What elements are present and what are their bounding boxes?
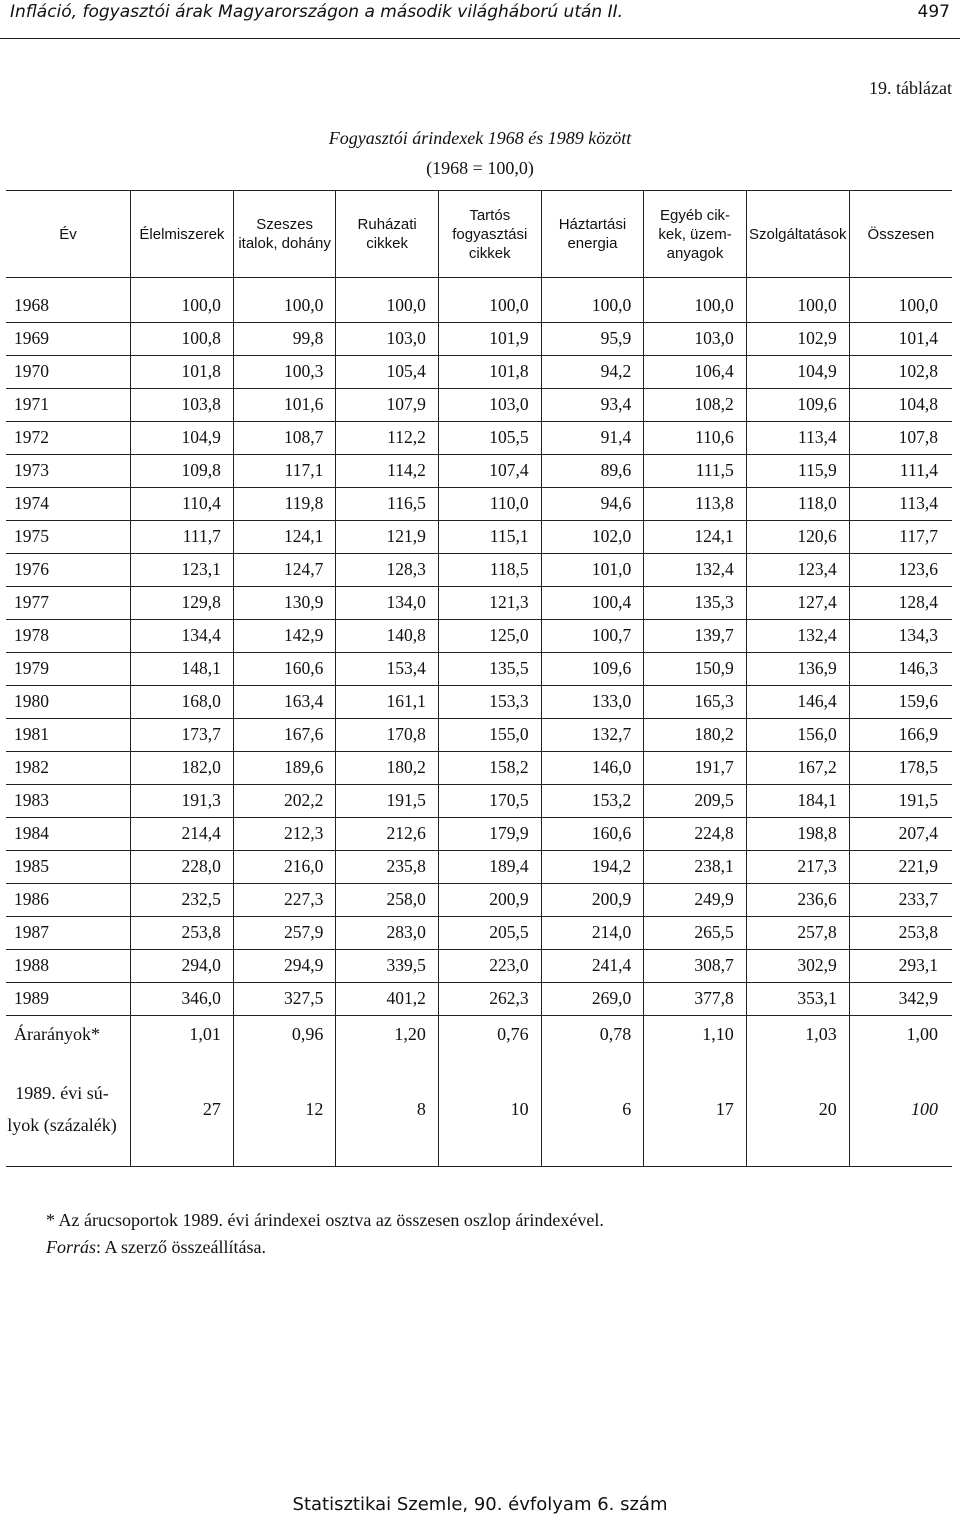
year-cell: 1983 bbox=[6, 785, 131, 818]
year-cell: 1981 bbox=[6, 719, 131, 752]
value-cell: 236,6 bbox=[746, 884, 849, 917]
value-cell: 93,4 bbox=[541, 389, 644, 422]
value-cell: 132,4 bbox=[746, 620, 849, 653]
table-row bbox=[6, 290, 952, 323]
table-label: 19. táblázat bbox=[869, 78, 952, 98]
value-cell: 166,9 bbox=[849, 719, 952, 752]
value-cell: 228,0 bbox=[131, 851, 234, 884]
year-cell: 1975 bbox=[6, 521, 131, 554]
value-cell: 100,8 bbox=[131, 323, 234, 356]
value-cell: 265,5 bbox=[644, 917, 747, 950]
year-cell: 1985 bbox=[6, 851, 131, 884]
value-cell: 221,9 bbox=[849, 851, 952, 884]
value-cell: 294,0 bbox=[131, 950, 234, 983]
value-cell: 134,4 bbox=[131, 620, 234, 653]
value-cell: 100,0 bbox=[849, 290, 952, 323]
value-cell: 104,8 bbox=[849, 389, 952, 422]
value-cell: 121,9 bbox=[336, 521, 439, 554]
value-cell: 158,2 bbox=[438, 752, 541, 785]
value-cell: 110,4 bbox=[131, 488, 234, 521]
value-cell: 401,2 bbox=[336, 983, 439, 1016]
column-header: Év bbox=[6, 191, 131, 278]
value-cell: 108,2 bbox=[644, 389, 747, 422]
value-cell: 249,9 bbox=[644, 884, 747, 917]
value-cell: 293,1 bbox=[849, 950, 952, 983]
table-row bbox=[6, 884, 952, 917]
value-cell: 107,9 bbox=[336, 389, 439, 422]
table-row bbox=[6, 719, 952, 752]
value-cell: 108,7 bbox=[233, 422, 336, 455]
ratio-label: Árarányok* bbox=[6, 1016, 131, 1053]
value-cell: 353,1 bbox=[746, 983, 849, 1016]
year-cell: 1968 bbox=[6, 290, 131, 323]
value-cell: 217,3 bbox=[746, 851, 849, 884]
value-cell: 103,0 bbox=[336, 323, 439, 356]
value-cell: 148,1 bbox=[131, 653, 234, 686]
value-cell: 146,4 bbox=[746, 686, 849, 719]
value-cell: 94,2 bbox=[541, 356, 644, 389]
year-cell: 1970 bbox=[6, 356, 131, 389]
value-cell: 113,4 bbox=[849, 488, 952, 521]
value-cell: 109,6 bbox=[746, 389, 849, 422]
value-cell: 100,0 bbox=[541, 290, 644, 323]
table-row bbox=[6, 785, 952, 818]
weight-cell: 27 bbox=[131, 1052, 234, 1167]
value-cell: 142,9 bbox=[233, 620, 336, 653]
value-cell: 327,5 bbox=[233, 983, 336, 1016]
value-cell: 156,0 bbox=[746, 719, 849, 752]
footnote: * Az árucsoportok 1989. évi árindexei osztva az összesen oszlop árindexével. bbox=[46, 1210, 604, 1230]
year-cell: 1978 bbox=[6, 620, 131, 653]
journal-footer: Statisztikai Szemle, 90. évfolyam 6. szám bbox=[292, 1494, 668, 1515]
value-cell: 179,9 bbox=[438, 818, 541, 851]
value-cell: 216,0 bbox=[233, 851, 336, 884]
price-index-table bbox=[6, 190, 952, 1167]
column-header: Szeszes italok, dohány bbox=[233, 191, 336, 278]
weight-cell: 10 bbox=[438, 1052, 541, 1167]
value-cell: 100,3 bbox=[233, 356, 336, 389]
ratio-cell: 0,96 bbox=[233, 1016, 336, 1053]
page-number: 497 bbox=[917, 2, 950, 22]
value-cell: 227,3 bbox=[233, 884, 336, 917]
value-cell: 100,4 bbox=[541, 587, 644, 620]
value-cell: 102,0 bbox=[541, 521, 644, 554]
value-cell: 100,0 bbox=[746, 290, 849, 323]
value-cell: 101,8 bbox=[438, 356, 541, 389]
weights-label-cell bbox=[6, 1052, 131, 1167]
value-cell: 101,6 bbox=[233, 389, 336, 422]
value-cell: 118,5 bbox=[438, 554, 541, 587]
value-cell: 153,3 bbox=[438, 686, 541, 719]
value-cell: 124,1 bbox=[233, 521, 336, 554]
column-header: Ruházati cikkek bbox=[336, 191, 439, 278]
table-row bbox=[6, 521, 952, 554]
value-cell: 94,6 bbox=[541, 488, 644, 521]
value-cell: 101,9 bbox=[438, 323, 541, 356]
year-cell: 1972 bbox=[6, 422, 131, 455]
source-text: : A szerző összeállítása. bbox=[96, 1237, 266, 1257]
value-cell: 191,3 bbox=[131, 785, 234, 818]
value-cell: 105,5 bbox=[438, 422, 541, 455]
table-row bbox=[6, 323, 952, 356]
value-cell: 102,8 bbox=[849, 356, 952, 389]
value-cell: 135,5 bbox=[438, 653, 541, 686]
value-cell: 100,0 bbox=[131, 290, 234, 323]
value-cell: 173,7 bbox=[131, 719, 234, 752]
value-cell: 117,7 bbox=[849, 521, 952, 554]
value-cell: 269,0 bbox=[541, 983, 644, 1016]
value-cell: 100,7 bbox=[541, 620, 644, 653]
value-cell: 109,8 bbox=[131, 455, 234, 488]
table-row bbox=[6, 851, 952, 884]
value-cell: 103,8 bbox=[131, 389, 234, 422]
header-row bbox=[6, 191, 952, 278]
value-cell: 262,3 bbox=[438, 983, 541, 1016]
value-cell: 194,2 bbox=[541, 851, 644, 884]
table-row bbox=[6, 356, 952, 389]
value-cell: 153,2 bbox=[541, 785, 644, 818]
value-cell: 180,2 bbox=[336, 752, 439, 785]
value-cell: 103,0 bbox=[438, 389, 541, 422]
column-header: Tartós fogyasztási cikkek bbox=[438, 191, 541, 278]
running-header bbox=[0, 0, 960, 39]
value-cell: 294,9 bbox=[233, 950, 336, 983]
ratio-cell: 1,03 bbox=[746, 1016, 849, 1053]
value-cell: 130,9 bbox=[233, 587, 336, 620]
value-cell: 198,8 bbox=[746, 818, 849, 851]
value-cell: 184,1 bbox=[746, 785, 849, 818]
value-cell: 112,2 bbox=[336, 422, 439, 455]
table-row bbox=[6, 587, 952, 620]
value-cell: 235,8 bbox=[336, 851, 439, 884]
value-cell: 102,9 bbox=[746, 323, 849, 356]
year-cell: 1980 bbox=[6, 686, 131, 719]
year-cell: 1973 bbox=[6, 455, 131, 488]
value-cell: 111,5 bbox=[644, 455, 747, 488]
value-cell: 180,2 bbox=[644, 719, 747, 752]
value-cell: 133,0 bbox=[541, 686, 644, 719]
table-row bbox=[6, 752, 952, 785]
source-note bbox=[46, 1234, 604, 1261]
value-cell: 214,4 bbox=[131, 818, 234, 851]
ratio-row bbox=[6, 1016, 952, 1053]
value-cell: 159,6 bbox=[849, 686, 952, 719]
table-subtitle: (1968 = 100,0) bbox=[426, 158, 534, 178]
value-cell: 100,0 bbox=[233, 290, 336, 323]
value-cell: 233,7 bbox=[849, 884, 952, 917]
weight-cell: 6 bbox=[541, 1052, 644, 1167]
value-cell: 202,2 bbox=[233, 785, 336, 818]
value-cell: 238,1 bbox=[644, 851, 747, 884]
value-cell: 155,0 bbox=[438, 719, 541, 752]
value-cell: 110,0 bbox=[438, 488, 541, 521]
value-cell: 119,8 bbox=[233, 488, 336, 521]
table-row bbox=[6, 653, 952, 686]
value-cell: 100,0 bbox=[336, 290, 439, 323]
value-cell: 129,8 bbox=[131, 587, 234, 620]
value-cell: 134,3 bbox=[849, 620, 952, 653]
value-cell: 128,3 bbox=[336, 554, 439, 587]
ratio-cell: 1,20 bbox=[336, 1016, 439, 1053]
year-cell: 1969 bbox=[6, 323, 131, 356]
table-row bbox=[6, 983, 952, 1016]
weight-cell: 17 bbox=[644, 1052, 747, 1167]
year-cell: 1974 bbox=[6, 488, 131, 521]
year-cell: 1982 bbox=[6, 752, 131, 785]
value-cell: 132,7 bbox=[541, 719, 644, 752]
value-cell: 232,5 bbox=[131, 884, 234, 917]
value-cell: 253,8 bbox=[849, 917, 952, 950]
value-cell: 135,3 bbox=[644, 587, 747, 620]
value-cell: 95,9 bbox=[541, 323, 644, 356]
running-title: Infláció, fogyasztói árak Magyarországon a második világháború után II. bbox=[10, 2, 624, 22]
value-cell: 163,4 bbox=[233, 686, 336, 719]
table-row bbox=[6, 917, 952, 950]
value-cell: 123,4 bbox=[746, 554, 849, 587]
value-cell: 124,7 bbox=[233, 554, 336, 587]
table-row bbox=[6, 488, 952, 521]
value-cell: 125,0 bbox=[438, 620, 541, 653]
weight-cell: 100 bbox=[849, 1052, 952, 1167]
year-cell: 1989 bbox=[6, 983, 131, 1016]
value-cell: 116,5 bbox=[336, 488, 439, 521]
value-cell: 189,6 bbox=[233, 752, 336, 785]
value-cell: 128,4 bbox=[849, 587, 952, 620]
value-cell: 182,0 bbox=[131, 752, 234, 785]
value-cell: 113,4 bbox=[746, 422, 849, 455]
value-cell: 189,4 bbox=[438, 851, 541, 884]
table-row bbox=[6, 950, 952, 983]
value-cell: 167,2 bbox=[746, 752, 849, 785]
value-cell: 99,8 bbox=[233, 323, 336, 356]
table-row bbox=[6, 554, 952, 587]
value-cell: 257,9 bbox=[233, 917, 336, 950]
value-cell: 101,0 bbox=[541, 554, 644, 587]
column-header: Összesen bbox=[849, 191, 952, 278]
year-cell: 1988 bbox=[6, 950, 131, 983]
weights-label: 1989. évi sú-lyok (százalék) bbox=[7, 1083, 117, 1135]
table-row bbox=[6, 422, 952, 455]
table-row bbox=[6, 389, 952, 422]
value-cell: 178,5 bbox=[849, 752, 952, 785]
column-header: Szolgáltatások bbox=[746, 191, 849, 278]
value-cell: 100,0 bbox=[438, 290, 541, 323]
table-row bbox=[6, 818, 952, 851]
ratio-cell: 0,78 bbox=[541, 1016, 644, 1053]
value-cell: 117,1 bbox=[233, 455, 336, 488]
value-cell: 212,3 bbox=[233, 818, 336, 851]
column-header: Élelmiszerek bbox=[131, 191, 234, 278]
table-row bbox=[6, 455, 952, 488]
value-cell: 100,0 bbox=[644, 290, 747, 323]
value-cell: 123,1 bbox=[131, 554, 234, 587]
value-cell: 241,4 bbox=[541, 950, 644, 983]
value-cell: 127,4 bbox=[746, 587, 849, 620]
weight-cell: 12 bbox=[233, 1052, 336, 1167]
value-cell: 114,2 bbox=[336, 455, 439, 488]
footnotes bbox=[46, 1207, 604, 1261]
value-cell: 170,8 bbox=[336, 719, 439, 752]
value-cell: 118,0 bbox=[746, 488, 849, 521]
value-cell: 113,8 bbox=[644, 488, 747, 521]
value-cell: 257,8 bbox=[746, 917, 849, 950]
value-cell: 224,8 bbox=[644, 818, 747, 851]
value-cell: 105,4 bbox=[336, 356, 439, 389]
value-cell: 205,5 bbox=[438, 917, 541, 950]
value-cell: 200,9 bbox=[438, 884, 541, 917]
value-cell: 136,9 bbox=[746, 653, 849, 686]
year-cell: 1984 bbox=[6, 818, 131, 851]
source-label: Forrás bbox=[46, 1237, 97, 1257]
weights-row bbox=[6, 1052, 952, 1167]
value-cell: 308,7 bbox=[644, 950, 747, 983]
value-cell: 109,6 bbox=[541, 653, 644, 686]
value-cell: 161,1 bbox=[336, 686, 439, 719]
value-cell: 191,5 bbox=[849, 785, 952, 818]
value-cell: 302,9 bbox=[746, 950, 849, 983]
value-cell: 146,0 bbox=[541, 752, 644, 785]
table-title: Fogyasztói árindexek 1968 és 1989 között bbox=[328, 128, 632, 148]
value-cell: 121,3 bbox=[438, 587, 541, 620]
table-row bbox=[6, 620, 952, 653]
ratio-cell: 1,01 bbox=[131, 1016, 234, 1053]
value-cell: 223,0 bbox=[438, 950, 541, 983]
column-header: Egyéb cik-kek, üzem-anyagok bbox=[644, 191, 747, 278]
value-cell: 101,8 bbox=[131, 356, 234, 389]
value-cell: 342,9 bbox=[849, 983, 952, 1016]
year-rows bbox=[6, 278, 952, 1016]
summary-rows bbox=[6, 1016, 952, 1167]
value-cell: 106,4 bbox=[644, 356, 747, 389]
column-header: Háztartási energia bbox=[541, 191, 644, 278]
value-cell: 110,6 bbox=[644, 422, 747, 455]
value-cell: 170,5 bbox=[438, 785, 541, 818]
value-cell: 212,6 bbox=[336, 818, 439, 851]
weight-cell: 20 bbox=[746, 1052, 849, 1167]
value-cell: 139,7 bbox=[644, 620, 747, 653]
value-cell: 209,5 bbox=[644, 785, 747, 818]
year-cell: 1976 bbox=[6, 554, 131, 587]
value-cell: 160,6 bbox=[233, 653, 336, 686]
value-cell: 191,7 bbox=[644, 752, 747, 785]
value-cell: 200,9 bbox=[541, 884, 644, 917]
value-cell: 140,8 bbox=[336, 620, 439, 653]
value-cell: 165,3 bbox=[644, 686, 747, 719]
ratio-cell: 0,76 bbox=[438, 1016, 541, 1053]
ratio-cell: 1,10 bbox=[644, 1016, 747, 1053]
value-cell: 91,4 bbox=[541, 422, 644, 455]
value-cell: 115,1 bbox=[438, 521, 541, 554]
value-cell: 153,4 bbox=[336, 653, 439, 686]
value-cell: 107,8 bbox=[849, 422, 952, 455]
value-cell: 377,8 bbox=[644, 983, 747, 1016]
value-cell: 339,5 bbox=[336, 950, 439, 983]
value-cell: 111,4 bbox=[849, 455, 952, 488]
ratio-cell: 1,00 bbox=[906, 1024, 938, 1044]
value-cell: 123,6 bbox=[849, 554, 952, 587]
value-cell: 167,6 bbox=[233, 719, 336, 752]
year-cell: 1971 bbox=[6, 389, 131, 422]
year-cell: 1977 bbox=[6, 587, 131, 620]
value-cell: 120,6 bbox=[746, 521, 849, 554]
value-cell: 160,6 bbox=[541, 818, 644, 851]
value-cell: 101,4 bbox=[849, 323, 952, 356]
year-cell: 1986 bbox=[6, 884, 131, 917]
value-cell: 103,0 bbox=[644, 323, 747, 356]
value-cell: 191,5 bbox=[336, 785, 439, 818]
value-cell: 146,3 bbox=[849, 653, 952, 686]
value-cell: 124,1 bbox=[644, 521, 747, 554]
value-cell: 111,7 bbox=[131, 521, 234, 554]
table-row bbox=[6, 686, 952, 719]
value-cell: 207,4 bbox=[849, 818, 952, 851]
value-cell: 104,9 bbox=[746, 356, 849, 389]
value-cell: 253,8 bbox=[131, 917, 234, 950]
value-cell: 258,0 bbox=[336, 884, 439, 917]
value-cell: 89,6 bbox=[541, 455, 644, 488]
value-cell: 107,4 bbox=[438, 455, 541, 488]
value-cell: 150,9 bbox=[644, 653, 747, 686]
value-cell: 346,0 bbox=[131, 983, 234, 1016]
value-cell: 134,0 bbox=[336, 587, 439, 620]
value-cell: 132,4 bbox=[644, 554, 747, 587]
year-cell: 1979 bbox=[6, 653, 131, 686]
value-cell: 168,0 bbox=[131, 686, 234, 719]
year-cell: 1987 bbox=[6, 917, 131, 950]
weight-cell: 8 bbox=[336, 1052, 439, 1167]
value-cell: 283,0 bbox=[336, 917, 439, 950]
value-cell: 214,0 bbox=[541, 917, 644, 950]
value-cell: 104,9 bbox=[131, 422, 234, 455]
value-cell: 115,9 bbox=[746, 455, 849, 488]
